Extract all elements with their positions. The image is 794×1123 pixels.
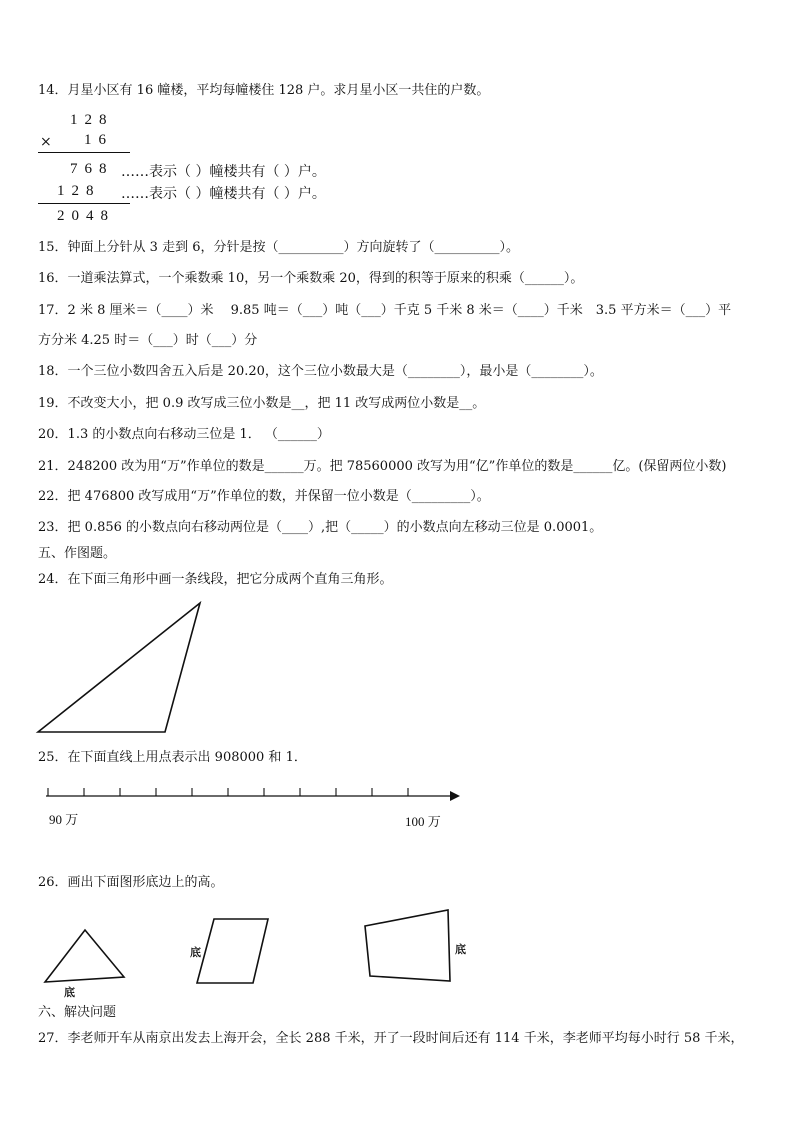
question-15: 15．钟面上分针从 3 走到 6，分针是按（__________）方向旋转了（__________）。 (38, 240, 519, 255)
section-6-heading: 六、解决问题 (38, 1005, 117, 1020)
question-20: 20．1.3 的小数点向右移动三位是 1． （______） (38, 427, 330, 442)
parallelogram-figure (192, 914, 274, 988)
section-5-heading: 五、作图题。 (38, 546, 117, 561)
triangle-base-label: 底 (64, 986, 75, 999)
multiplicand: 128 (70, 112, 114, 128)
partial-product-2: 128 (57, 183, 101, 199)
calc-rule-1 (38, 152, 130, 153)
question-26: 26．画出下面图形底边上的高。 (38, 875, 224, 890)
times-sign: × (40, 134, 52, 150)
parallelogram-base-label: 底 (190, 946, 201, 959)
question-17-line-1: 17．2 米 8 厘米＝（____）米 9.85 吨＝（___）吨（___）千克 5 千米 8 米＝（____）千米 3.5 平方米＝（___）平 (38, 303, 732, 318)
question-21: 21．248200 改为用“万”作单位的数是______万。把 78560000 改写为用“亿”作单位的数是______亿。(保留两位小数) (38, 459, 727, 474)
question-22: 22．把 476800 改写成用“万”作单位的数，并保留一位小数是（_________）。 (38, 489, 490, 504)
question-16: 16．一道乘法算式，一个乘数乘 10，另一个乘数乘 20，得到的积等于原来的积乘（______）。 (38, 271, 584, 286)
question-24: 24．在下面三角形中画一条线段，把它分成两个直角三角形。 (38, 572, 393, 587)
partial-product-1: 768 (70, 161, 114, 177)
question-19: 19．不改变大小，把 0.9 改写成三位小数是__，把 11 改写成两位小数是__。 (38, 396, 486, 411)
partial-1-note: ……表示（ ）幢楼共有（ ）户。 (121, 164, 326, 180)
partial-2-note: ……表示（ ）幢楼共有（ ）户。 (121, 186, 326, 202)
trapezoid-figure (360, 906, 456, 986)
triangle-figure (30, 595, 210, 740)
question-25: 25．在下面直线上用点表示出 908000 和 1． (38, 750, 307, 765)
number-line-left-label: 90 万 (49, 812, 79, 827)
product: 2048 (57, 208, 115, 224)
calc-rule-2 (38, 203, 130, 204)
question-27: 27．李老师开车从南京出发去上海开会，全长 288 千米，开了一段时间后还有 114 千米，李老师平均每小时行 58 千米， (38, 1031, 744, 1046)
number-line (40, 780, 470, 810)
trapezoid-base-label: 底 (455, 943, 466, 956)
multiplier: 16 (84, 132, 113, 148)
question-23: 23．把 0.856 的小数点向右移动两位是（____）,把（_____）的小数点向左移动三位是 0.0001。 (38, 520, 603, 535)
number-line-right-label: 100 万 (405, 814, 441, 829)
question-14: 14．月星小区有 16 幢楼，平均每幢楼住 128 户。求月星小区一共住的户数。 (38, 83, 490, 98)
question-18: 18．一个三位小数四舍五入后是 20.20，这个三位小数最大是（________），最小是（________）。 (38, 364, 603, 379)
question-17-line-2: 方分米 4.25 时＝（___）时（___）分 (38, 333, 258, 348)
small-triangle-figure (40, 925, 130, 987)
